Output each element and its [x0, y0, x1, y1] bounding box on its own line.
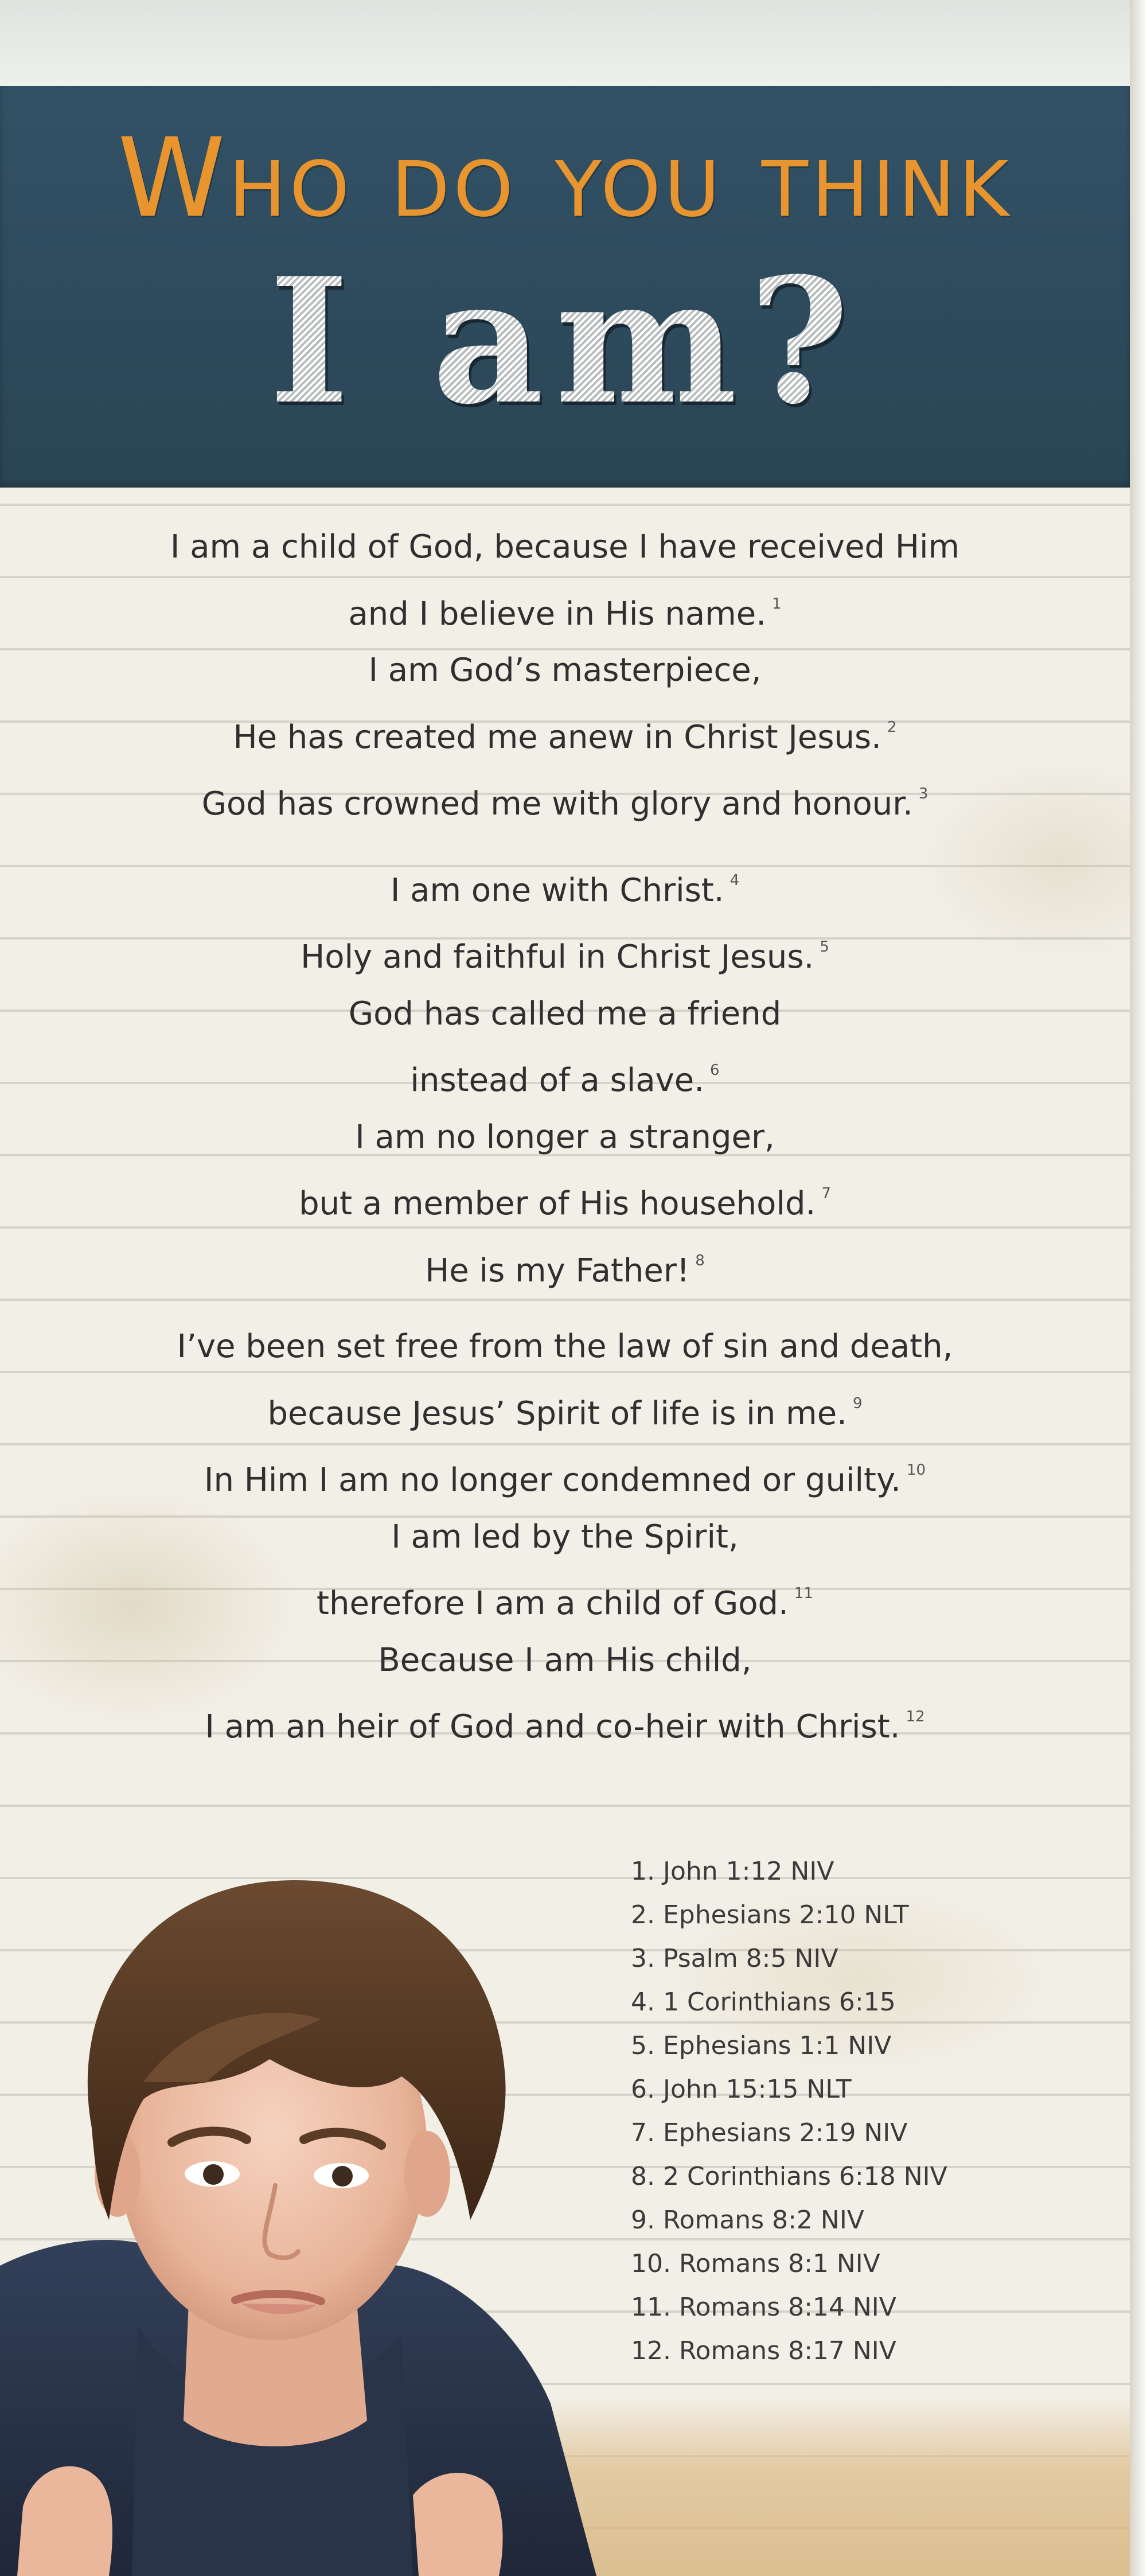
footnote-marker: 7	[821, 1185, 831, 1202]
reference-item: 1. John 1:12 NIV	[631, 1857, 834, 1886]
reference-item: 2. Ephesians 2:10 NLT	[631, 1900, 909, 1930]
declaration-line: God has called me a friend	[348, 995, 782, 1032]
footnote-marker: 12	[906, 1708, 925, 1725]
footnote-marker: 10	[906, 1462, 926, 1479]
reference-item: 3. Psalm 8:5 NIV	[631, 1944, 838, 1973]
footnote-marker: 8	[695, 1252, 705, 1269]
declaration-line: He is my Father! $^8$	[425, 1252, 705, 1289]
declaration-line: and I believe in His name. $^1$	[348, 595, 782, 633]
wood-floor-background	[516, 2398, 1130, 2576]
reference-item: 7. Ephesians 2:19 NIV	[631, 2118, 908, 2148]
title-line-1: Who do you think	[117, 115, 1013, 241]
top-strip	[0, 0, 1130, 86]
footnote-marker: 3	[918, 785, 928, 802]
declaration-line: I am God’s masterpiece,	[368, 652, 762, 689]
declaration-line: In Him I am no longer condemned or guilty. $^{10}$	[204, 1462, 926, 1499]
reference-item: 9. Romans 8:2 NIV	[631, 2205, 864, 2235]
declaration-line: but a member of His household. $^7$	[299, 1185, 831, 1222]
declaration-line: I am one with Christ. $^4$	[390, 871, 740, 909]
title-line-2: I am?	[0, 247, 1130, 436]
page-edge	[1130, 0, 1147, 2576]
declaration-line: Because I am His child,	[378, 1641, 752, 1679]
stanza-1	[0, 519, 1130, 833]
reference-item: 5. Ephesians 1:1 NIV	[631, 2031, 892, 2060]
declaration-line: instead of a slave. $^6$	[410, 1062, 720, 1099]
footnote-marker: 6	[710, 1062, 720, 1079]
footnote-marker: 5	[820, 938, 829, 956]
footnote-marker: 2	[887, 718, 897, 736]
reference-item: 12. Romans 8:17 NIV	[631, 2336, 896, 2365]
reference-item: 8. 2 Corinthians 6:18 NIV	[631, 2162, 947, 2191]
declaration-line: He has created me anew in Christ Jesus. $^2$	[233, 718, 897, 756]
footnote-marker: 4	[729, 871, 740, 889]
reference-item: 4. 1 Corinthians 6:15	[631, 1987, 896, 2017]
footnote-marker: 1	[772, 595, 782, 613]
declaration-line: I am an heir of God and co-heir with Christ. $^{12}$	[205, 1708, 925, 1745]
stanza-2	[0, 852, 1130, 1300]
declarations-text	[0, 519, 1130, 1775]
declaration-line: Holy and faithful in Christ Jesus. $^5$	[301, 938, 829, 976]
reference-item: 11. Romans 8:14 NIV	[631, 2293, 896, 2322]
reference-item: 10. Romans 8:1 NIV	[631, 2249, 880, 2278]
reference-list	[631, 1850, 1090, 2373]
reference-item: 6. John 15:15 NLT	[631, 2075, 852, 2104]
declaration-line: I am no longer a stranger,	[355, 1118, 775, 1156]
teen-boy-portrait-icon	[0, 1830, 596, 2576]
declaration-line: I am a child of God, because I have received Him	[170, 528, 960, 566]
footnote-marker: 9	[852, 1394, 863, 1412]
declaration-line: therefore I am a child of God. $^{11}$	[317, 1585, 813, 1622]
declaration-line: because Jesus’ Spirit of life is in me. $^9$	[267, 1394, 863, 1432]
declaration-line: I am led by the Spirit,	[391, 1518, 739, 1556]
declaration-line: God has crowned me with glory and honour. $^3$	[201, 785, 928, 823]
stanza-3	[0, 1319, 1130, 1756]
declaration-line: I’ve been set free from the law of sin and death,	[177, 1328, 953, 1365]
footnote-marker: 11	[794, 1585, 813, 1602]
